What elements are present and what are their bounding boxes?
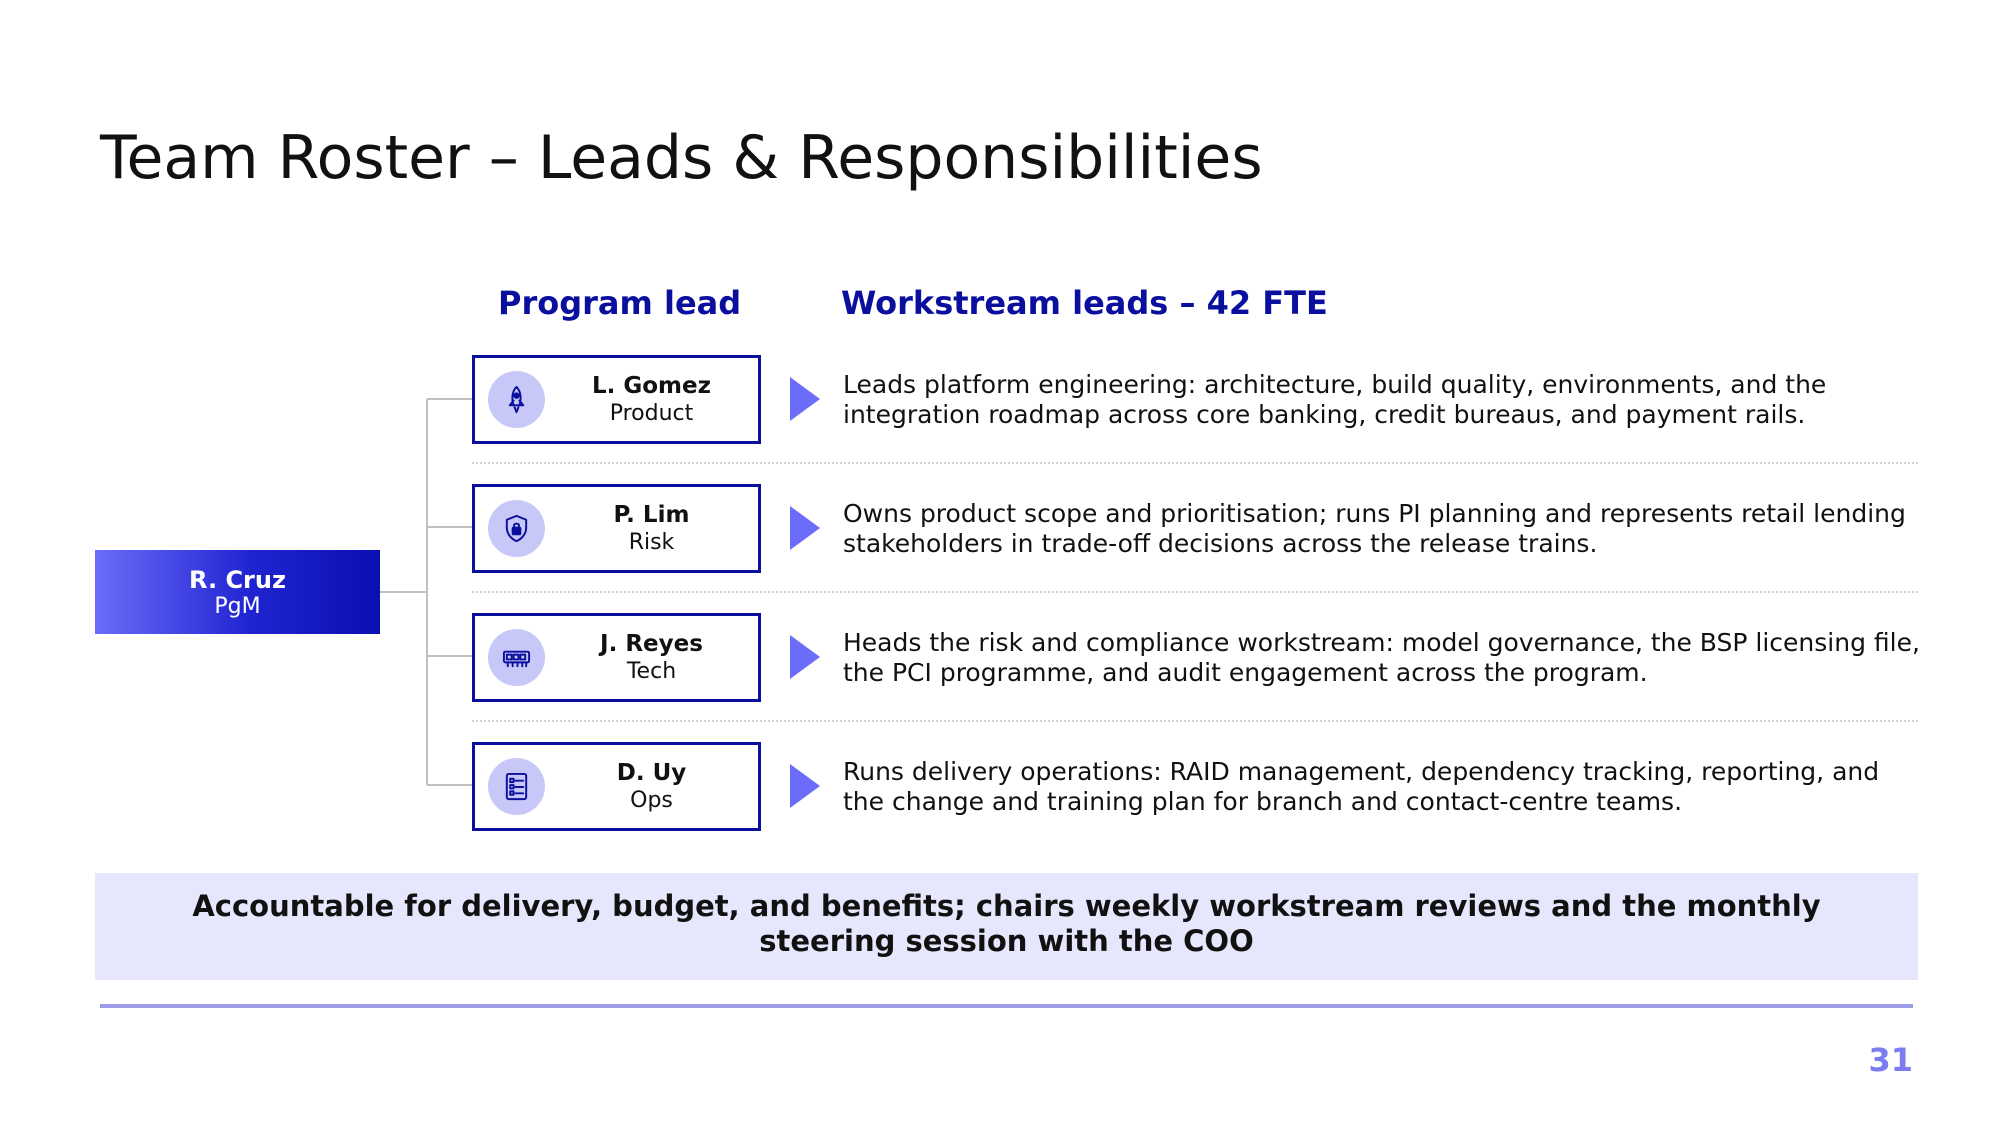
arrow-icon bbox=[790, 764, 820, 808]
row-divider bbox=[472, 591, 1918, 593]
slide-title: Team Roster – Leads & Responsibilities bbox=[100, 123, 1263, 193]
row-divider bbox=[472, 720, 1918, 722]
arrow-icon bbox=[790, 506, 820, 550]
checklist-icon bbox=[488, 758, 545, 815]
lead-description: Leads platform engineering: architecture, build quality, environments, and the integration roadmap across core banking, credit bureaus, and payment rails. bbox=[843, 370, 1827, 429]
lead-role: Ops bbox=[630, 788, 673, 813]
lead-description: Runs delivery operations: RAID management, dependency tracking, reporting, and the change and training plan for branch and contact-centre teams. bbox=[843, 757, 1880, 816]
program-manager-name: R. Cruz bbox=[189, 566, 286, 594]
program-lead-header: Program lead bbox=[498, 284, 742, 322]
bottom-divider bbox=[100, 1004, 1913, 1008]
lead-card bbox=[472, 742, 761, 831]
accountability-text: Accountable for delivery, budget, and benefits; chairs weekly workstream reviews and the monthly steering session with the COO bbox=[192, 889, 1821, 958]
lead-name: L. Gomez bbox=[591, 373, 712, 399]
arrow-icon bbox=[790, 635, 820, 679]
lead-name: J. Reyes bbox=[600, 631, 703, 657]
lead-card bbox=[472, 355, 761, 444]
lead-name: P. Lim bbox=[613, 502, 690, 528]
lead-card bbox=[472, 484, 761, 573]
lead-role: Risk bbox=[628, 530, 675, 555]
lead-description: Owns product scope and prioritisation; runs PI planning and represents retail lending stakeholders in trade-off decisions across the release trains. bbox=[843, 499, 1906, 558]
row-divider bbox=[472, 462, 1918, 464]
lead-card bbox=[472, 613, 761, 702]
workstream-leads-header: Workstream leads – 42 FTE bbox=[841, 284, 1328, 322]
page-number: 31 bbox=[1868, 1041, 1913, 1079]
lead-role: Product bbox=[609, 401, 694, 426]
lead-description: Heads the risk and compliance workstream: model governance, the BSP licensing file, the PCI programme, and audit engagement across the program. bbox=[843, 628, 1920, 687]
shield-lock-icon bbox=[488, 500, 545, 557]
arrow-icon bbox=[790, 377, 820, 421]
accountability-band bbox=[95, 873, 1918, 980]
lead-role: Tech bbox=[626, 659, 677, 684]
chip-icon bbox=[488, 629, 545, 686]
program-manager-role: PgM bbox=[214, 594, 261, 619]
program-manager-box bbox=[95, 550, 380, 634]
lead-name: D. Uy bbox=[616, 760, 687, 786]
rocket-icon bbox=[488, 371, 545, 428]
